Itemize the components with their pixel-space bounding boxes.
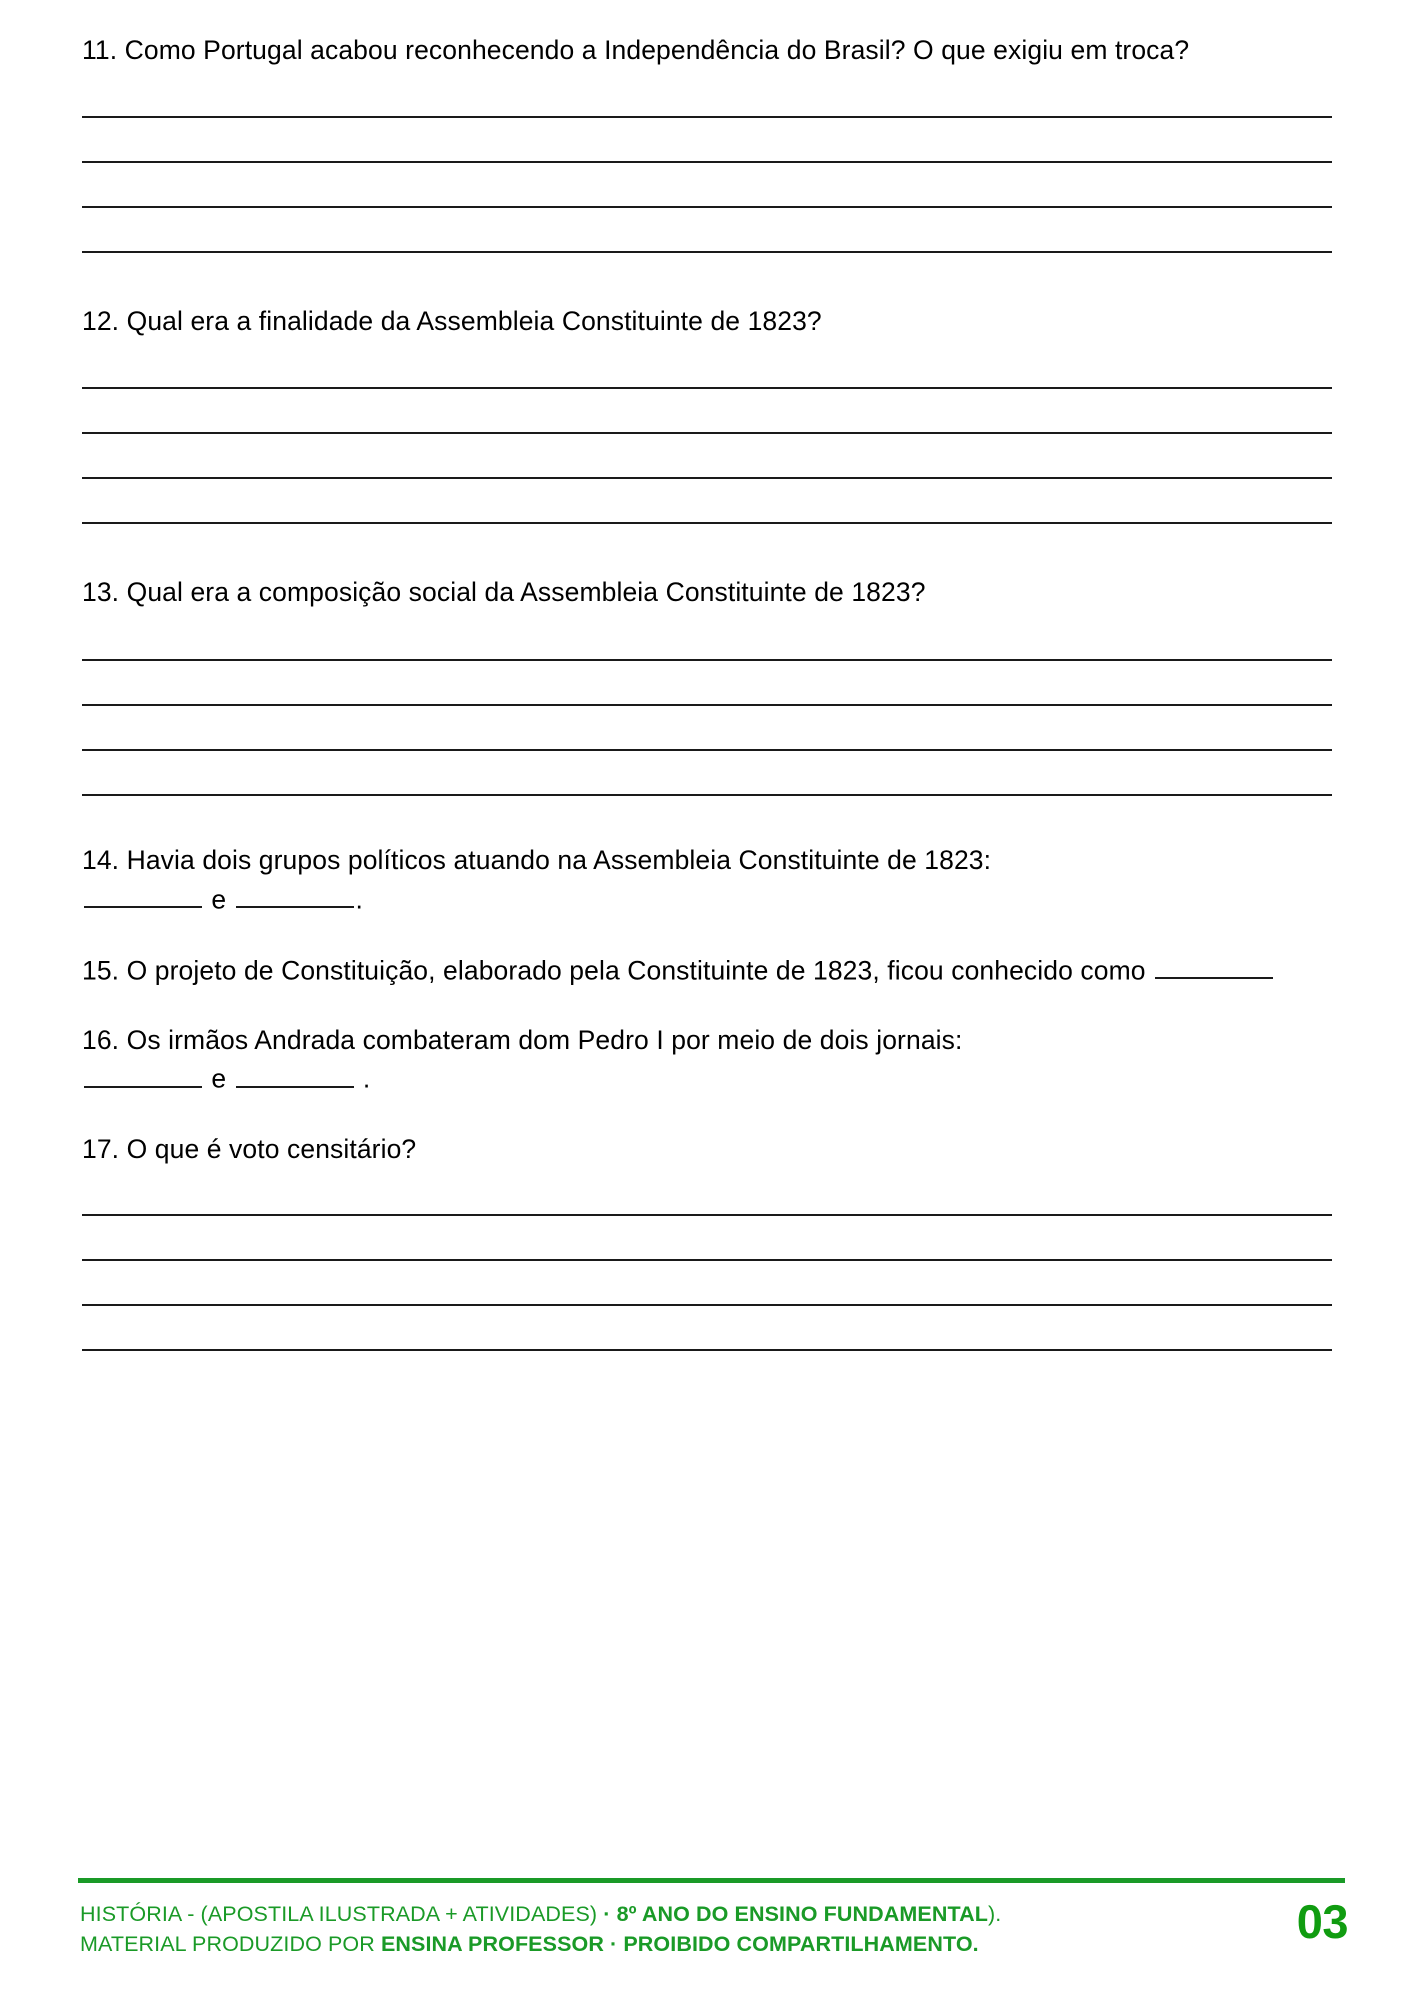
- question-14-blanks[interactable]: [82, 880, 1332, 919]
- page-number: 03: [1296, 1895, 1348, 1948]
- footer-produced-by: MATERIAL PRODUZIDO POR: [80, 1931, 381, 1956]
- footer-grade: 8º ANO DO ENSINO FUNDAMENTAL: [616, 1902, 988, 1926]
- question-13-text: 13. Qual era a composição social da Assembleia Constituinte de 1823?: [82, 577, 926, 608]
- footer-line-1: [80, 1900, 1001, 1930]
- blank-field-5[interactable]: [236, 1059, 354, 1088]
- blank-field-2[interactable]: [236, 880, 354, 909]
- footer-line-2: [80, 1930, 1001, 1960]
- question-16-text: 16. Os irmãos Andrada combateram dom Pedro I por meio de dois jornais:: [82, 1024, 963, 1055]
- page-footer: [0, 1872, 1414, 2000]
- answer-lines-q12[interactable]: [82, 387, 1332, 524]
- question-15-text: [82, 951, 1332, 990]
- answer-lines-q11[interactable]: [82, 116, 1332, 253]
- blank-field-3[interactable]: [1155, 951, 1273, 980]
- question-17-text: 17. O que é voto censitário?: [82, 1133, 417, 1164]
- answer-lines-q17[interactable]: [82, 1214, 1332, 1351]
- footer-line1-tail: ).: [987, 1902, 1002, 1926]
- blank-field-1[interactable]: [84, 880, 202, 909]
- footer-brand: ENSINA PROFESSOR · PROIBIDO COMPARTILHAMENTO.: [380, 1931, 979, 1956]
- question-14-text: 14. Havia dois grupos políticos atuando na Assembleia Constituinte de 1823:: [82, 844, 992, 875]
- footer-credits: [80, 1900, 1001, 1959]
- question-11-text: 11. Como Portugal acabou reconhecendo a Independência do Brasil? O que exigiu em troca?: [82, 35, 1190, 65]
- question-16-blanks[interactable]: [82, 1059, 1332, 1098]
- blank-field-4[interactable]: [84, 1059, 202, 1088]
- period: .: [362, 1063, 371, 1094]
- period: .: [355, 884, 363, 914]
- worksheet-content: [82, 0, 1332, 1351]
- question-15-label: 15. O projeto de Constituição, elaborado pela Constituinte de 1823, ficou conhecido como: [82, 955, 1146, 986]
- footer-subject: HISTÓRIA - (APOSTILA ILUSTRADA + ATIVIDADES): [80, 1902, 604, 1926]
- conjunction-e: e: [211, 884, 227, 914]
- answer-lines-q13[interactable]: [82, 659, 1332, 796]
- footer-divider: [78, 1878, 1345, 1883]
- question-12-text: 12. Qual era a finalidade da Assembleia Constituinte de 1823?: [82, 305, 822, 336]
- conjunction-e: e: [211, 1063, 227, 1094]
- footer-separator: ·: [603, 1902, 617, 1926]
- answer-rule[interactable]: [82, 1349, 1332, 1351]
